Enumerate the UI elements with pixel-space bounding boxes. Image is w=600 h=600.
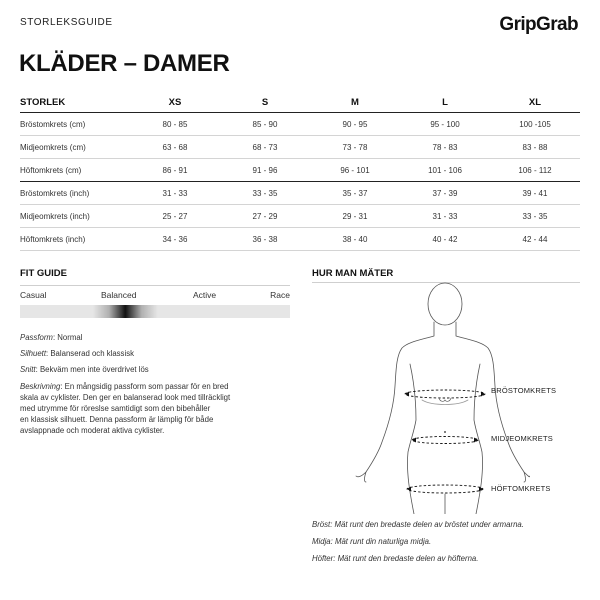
fit-gradient-bar: [20, 305, 290, 318]
instruction-term: Höfter: [312, 554, 334, 563]
table-row: [20, 159, 580, 182]
table-cell: 39 - 41: [490, 182, 580, 205]
instruction-term: Midja: [312, 537, 331, 546]
table-cell: 35 - 37: [310, 182, 400, 205]
table-row: [20, 182, 580, 205]
silhuett-line: [20, 348, 300, 359]
silhuett-value: : Balanserad och klassisk: [46, 349, 134, 358]
table-cell: 78 - 83: [400, 136, 490, 159]
table-cell: 86 - 91: [130, 159, 220, 182]
table-cell: 36 - 38: [220, 228, 310, 251]
table-cell: 91 - 96: [220, 159, 310, 182]
instruction-text: : Mät runt den bredaste delen av bröstet under armarna.: [330, 520, 524, 529]
table-cell: 37 - 39: [400, 182, 490, 205]
head-outline: [428, 283, 462, 325]
table-cell: 83 - 88: [490, 136, 580, 159]
table-cell: 68 - 73: [220, 136, 310, 159]
table-cell: 101 - 106: [400, 159, 490, 182]
beskrivning-paragraph: [20, 381, 300, 436]
table-row: [20, 113, 580, 136]
header-cell-xl: XL: [490, 92, 580, 113]
instruction-text: : Mät runt den bredaste delen av höfterna.: [333, 554, 479, 563]
table-row: [20, 136, 580, 159]
fit-scale-casual: Casual: [20, 290, 47, 300]
table-cell: 27 - 29: [220, 205, 310, 228]
beskrivning-line: avslappnade och moderat aktiva cyklister.: [20, 426, 165, 435]
table-cell: 63 - 68: [130, 136, 220, 159]
table-cell: 33 - 35: [220, 182, 310, 205]
instruction-text: : Mät runt din naturliga midja.: [330, 537, 432, 546]
fit-scale-active: Active: [193, 290, 217, 300]
table-row: [20, 228, 580, 251]
guide-label: STORLEKSGUIDE: [20, 17, 113, 28]
fit-scale-labels: [20, 290, 290, 302]
header-cell-s: S: [220, 92, 310, 113]
table-cell: 85 - 90: [220, 113, 310, 136]
beskrivning-label: Beskrivning: [20, 382, 61, 391]
chest-label: BRÖSTOMKRETS: [491, 386, 557, 395]
table-cell: 33 - 35: [490, 205, 580, 228]
fit-scale-balanced: Balanced: [101, 290, 137, 300]
table-cell: 29 - 31: [310, 205, 400, 228]
passform-line: [20, 332, 300, 343]
fit-guide-divider: [20, 285, 290, 286]
chest-instruction: [312, 520, 592, 529]
row-label: Höftomkrets (inch): [20, 228, 130, 251]
table-cell: 34 - 36: [130, 228, 220, 251]
header-cell-l: L: [400, 92, 490, 113]
beskrivning-line: med utrymme för röreslse samtidigt som den bibehåller: [20, 404, 211, 413]
size-table: [20, 92, 580, 251]
row-label: Höftomkrets (cm): [20, 159, 130, 182]
passform-value: : Normal: [52, 333, 83, 342]
table-cell: 80 - 85: [130, 113, 220, 136]
table-cell: 25 - 27: [130, 205, 220, 228]
row-label: Midjeomkrets (cm): [20, 136, 130, 159]
beskrivning-line: en klassisk silhuett. Denna passform är lämplig för både: [20, 415, 214, 424]
row-label: Bröstomkrets (inch): [20, 182, 130, 205]
table-cell: 38 - 40: [310, 228, 400, 251]
bust-contour: [422, 400, 468, 405]
table-cell: 96 - 101: [310, 159, 400, 182]
waist-measure: [412, 431, 478, 444]
waist-instruction: [312, 537, 592, 546]
snitt-value: : Bekväm men inte överdrivet lös: [35, 365, 149, 374]
header-cell-xs: XS: [130, 92, 220, 113]
header-cell-size: STORLEK: [20, 92, 130, 113]
snitt-label: Snitt: [20, 365, 36, 374]
header-cell-m: M: [310, 92, 400, 113]
fit-guide-title: FIT GUIDE: [20, 268, 67, 279]
beskrivning-line: : En mångsidig passform som passar för en bred: [60, 382, 229, 391]
table-cell: 31 - 33: [400, 205, 490, 228]
waist-label: MIDJEOMKRETS: [491, 434, 553, 443]
table-cell: 100 -105: [490, 113, 580, 136]
table-cell: 31 - 33: [130, 182, 220, 205]
body-outline-figure: [350, 282, 530, 514]
table-header-row: [20, 92, 580, 113]
hip-label: HÖFTOMKRETS: [491, 484, 551, 493]
table-cell: 40 - 42: [400, 228, 490, 251]
hip-measure: [407, 485, 483, 493]
table-cell: 90 - 95: [310, 113, 400, 136]
silhuett-label: Silhuett: [20, 349, 47, 358]
passform-label: Passform: [20, 333, 53, 342]
instruction-term: Bröst: [312, 520, 331, 529]
table-cell: 106 - 112: [490, 159, 580, 182]
table-row: [20, 205, 580, 228]
beskrivning-line: skala av cyklister. Den ger en balanserad look med tillräckligt: [20, 393, 231, 402]
how-to-title: HUR MAN MÄTER: [312, 268, 394, 279]
snitt-line: [20, 364, 300, 375]
left-arm-outline: [356, 322, 434, 482]
fit-scale-race: Race: [270, 290, 290, 300]
row-label: Midjeomkrets (inch): [20, 205, 130, 228]
brand-logo: GripGrab: [499, 14, 578, 35]
table-cell: 42 - 44: [490, 228, 580, 251]
table-cell: 73 - 78: [310, 136, 400, 159]
right-arm-outline: [456, 322, 530, 482]
row-label: Bröstomkrets (cm): [20, 113, 130, 136]
page-title: KLÄDER – DAMER: [19, 50, 230, 77]
table-cell: 95 - 100: [400, 113, 490, 136]
chest-measure: [405, 390, 485, 401]
hip-instruction: [312, 554, 592, 563]
